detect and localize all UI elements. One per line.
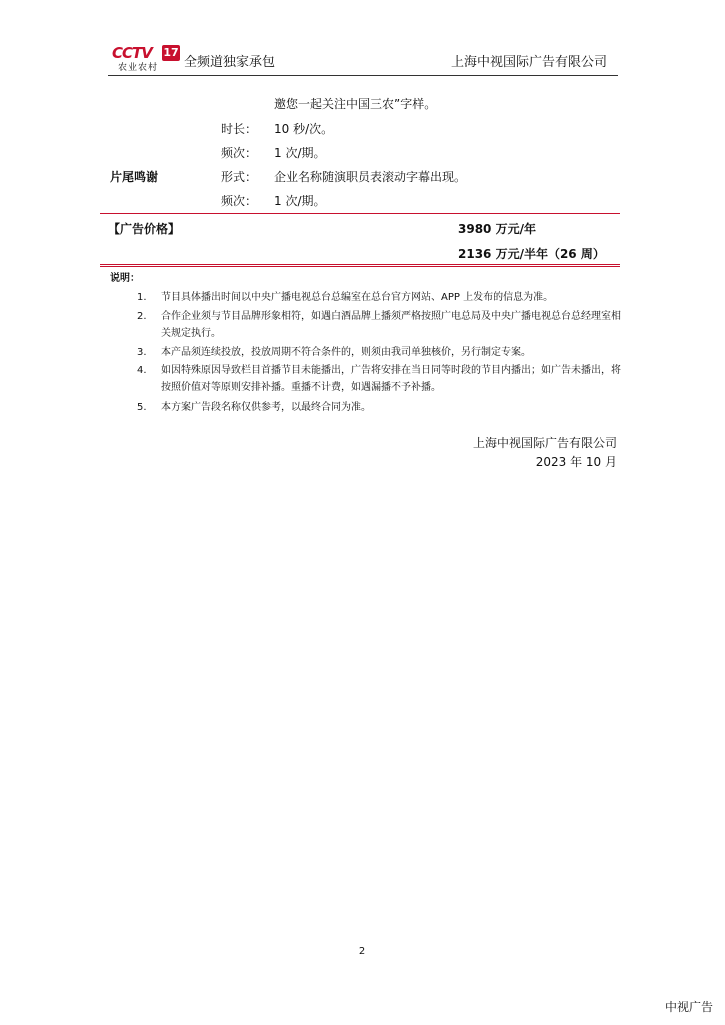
- note-text: 本产品须连续投放，投放周期不符合条件的，则须由我司单独核价，另行制定专案。: [161, 347, 531, 358]
- row-label: 频次：: [221, 194, 258, 208]
- price-bottom-rule: [100, 264, 620, 268]
- row-value: 1 次/期。: [274, 146, 326, 160]
- signature-date: 2023 年 10 月: [535, 455, 617, 469]
- note-number: 2.: [137, 311, 147, 322]
- header-right-title: 上海中视国际广告有限公司: [450, 55, 607, 70]
- page-number: 2: [358, 946, 366, 957]
- row-label: 形式：: [221, 170, 258, 184]
- continued-text: 邀您一起关注中国三农”字样。: [274, 97, 437, 111]
- note-number: 4.: [137, 365, 147, 376]
- cctv17-logo: [112, 44, 180, 76]
- logo-channel-number: 17: [163, 46, 179, 59]
- watermark-text: 中视广告: [664, 1000, 713, 1014]
- note-text: 本方案广告段名称仅供参考，以最终合同为准。: [161, 402, 371, 413]
- notes-title: 说明：: [110, 273, 140, 284]
- price-label: 【广告价格】: [108, 222, 181, 236]
- table-divider: [100, 213, 620, 214]
- row-label: 频次：: [221, 146, 258, 160]
- logo-subtitle: 农业农村: [118, 63, 159, 73]
- section-label: 片尾鸣谢: [110, 170, 159, 184]
- note-text: 合作企业须与节目品牌形象相符，如遇白酒品牌上播须严格按照广电总局及中央广播电视总台总经理室相关规定执行。: [161, 311, 621, 339]
- price-yearly: 3980 万元/年: [458, 222, 536, 236]
- note-text: 节目具体播出时间以中央广播电视总台总编室在总台官方网站、APP 上发布的信息为准。: [161, 292, 554, 303]
- note-number: 5.: [137, 402, 147, 413]
- signature-company: 上海中视国际广告有限公司: [472, 436, 617, 450]
- logo-text: CCTV: [112, 44, 152, 62]
- price-half-year: 2136 万元/半年（26 周）: [458, 247, 605, 261]
- header-left-title: 全频道独家承包: [184, 55, 276, 70]
- header-divider: [108, 75, 618, 76]
- note-text: 如因特殊原因导致栏目首播节目未能播出，广告将安排在当日同等时段的节目内播出；如广告未播出，将按照价值对等原则安排补播。重播不计费，如遇漏播不予补播。: [161, 365, 621, 393]
- row-value: 1 次/期。: [274, 194, 326, 208]
- note-number: 1.: [137, 292, 147, 303]
- row-value: 企业名称随演职员表滚动字幕出现。: [274, 170, 467, 184]
- row-label: 时长：: [221, 122, 258, 136]
- row-value: 10 秒/次。: [274, 122, 334, 136]
- note-number: 3.: [137, 347, 147, 358]
